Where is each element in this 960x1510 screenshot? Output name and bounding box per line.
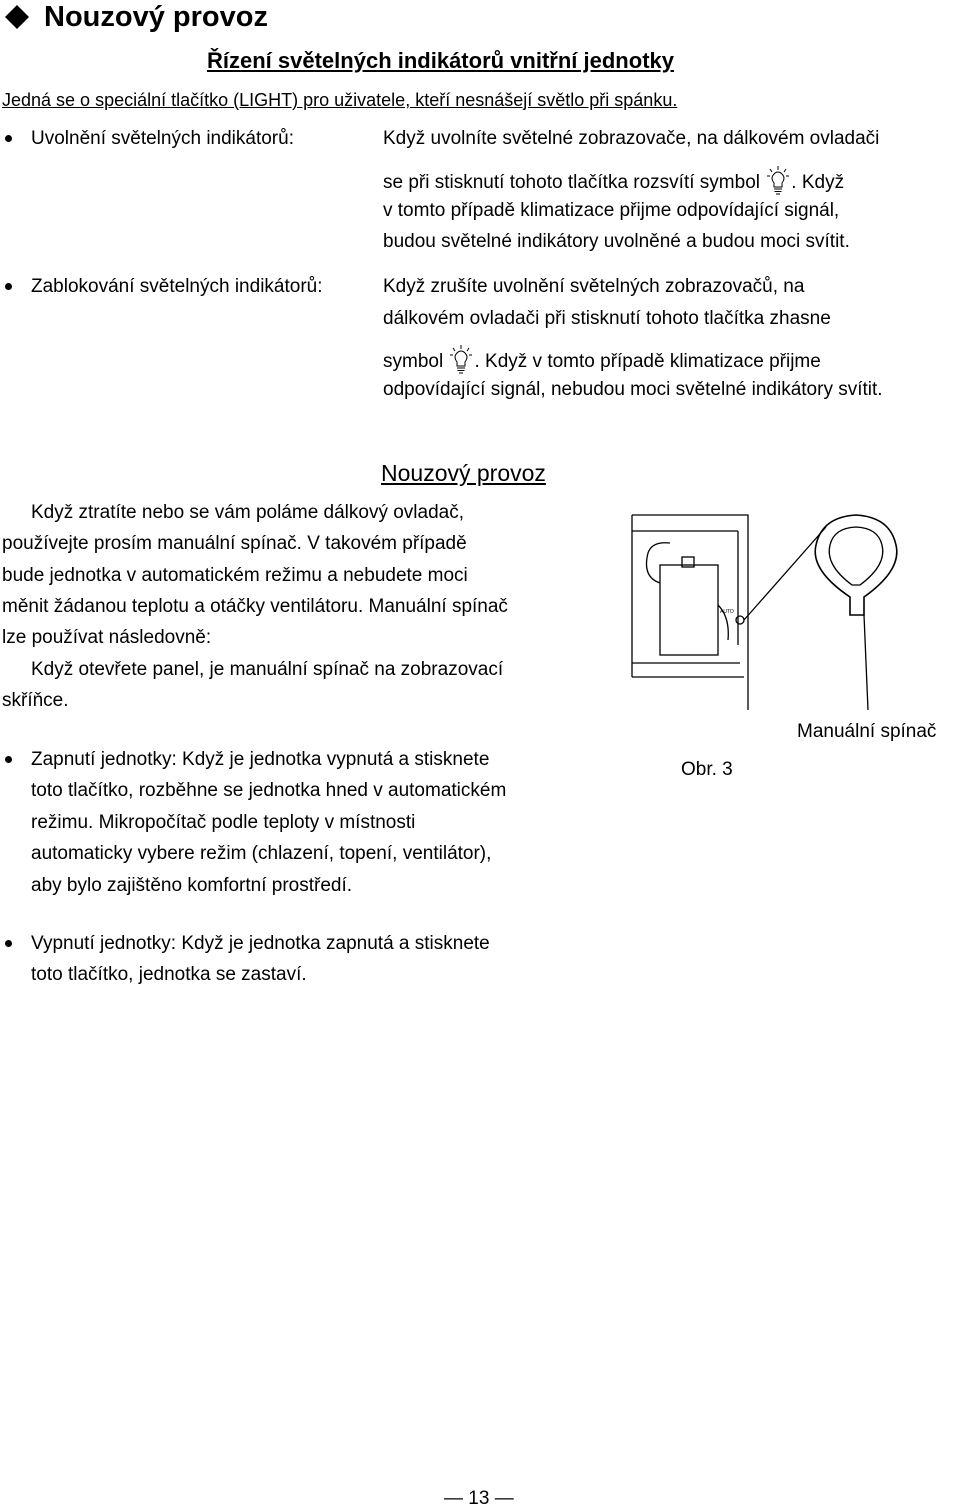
release-line: v tomto případě klimatizace přijme odpovídající signál, bbox=[383, 200, 840, 221]
figure-caption: Obr. 3 bbox=[681, 759, 733, 780]
bullet-dot bbox=[5, 135, 12, 142]
release-line bbox=[383, 166, 844, 196]
power-on-text: režimu. Mikropočítač podle teploty v místnosti bbox=[31, 812, 416, 833]
emergency-text: lze používat následovně: bbox=[2, 627, 212, 648]
manual-switch-figure bbox=[620, 505, 960, 735]
section-subtitle: Řízení světelných indikátorů vnitřní jednotky bbox=[207, 48, 674, 73]
block-text: symbol bbox=[383, 351, 444, 372]
light-intro: Jedná se o speciální tlačítko (LIGHT) pro uživatele, kteří nesnášejí světlo při spánku. bbox=[2, 90, 678, 110]
page-number: — 13 — bbox=[444, 1488, 514, 1509]
emergency-text: Když ztratíte nebo se vám poláme dálkový ovladač, bbox=[31, 502, 465, 523]
block-line: odpovídající signál, nebudou moci světelné indikátory svítit. bbox=[383, 379, 883, 400]
emergency-text: měnit žádanou teplotu a otáčky ventilátoru. Manuální spínač bbox=[2, 596, 508, 617]
emergency-text: bude jednotka v automatickém režimu a nebudete moci bbox=[2, 565, 468, 586]
manual-switch-label: Manuální spínač bbox=[797, 721, 937, 742]
block-text: . Když v tomto případě klimatizace přijme bbox=[474, 351, 821, 372]
emergency-heading: Nouzový provoz bbox=[381, 460, 546, 486]
power-on-text: aby bylo zajištěno komfortní prostředí. bbox=[31, 875, 353, 896]
bullet-dot bbox=[5, 756, 12, 763]
release-line: Když uvolníte světelné zobrazovače, na dálkovém ovladači bbox=[383, 128, 880, 149]
release-line: budou světelné indikátory uvolněné a budou moci svítit. bbox=[383, 231, 850, 252]
power-on-text: Zapnutí jednotky: Když je jednotka vypnutá a stisknete bbox=[31, 749, 490, 770]
bullet-dot bbox=[5, 940, 12, 947]
emergency-text: Když otevřete panel, je manuální spínač na zobrazovací bbox=[31, 659, 504, 680]
emergency-text: používejte prosím manuální spínač. V takovém případě bbox=[2, 533, 467, 554]
block-line bbox=[383, 345, 821, 375]
emergency-text: skříňce. bbox=[2, 690, 69, 711]
block-line: Když zrušíte uvolnění světelných zobrazovačů, na bbox=[383, 276, 805, 297]
bullet-dot bbox=[5, 283, 12, 290]
light-bulb-icon bbox=[767, 166, 789, 196]
power-off-text: toto tlačítko, jednotka se zastaví. bbox=[31, 964, 307, 985]
block-line: dálkovém ovladači při stisknutí tohoto tlačítka zhasne bbox=[383, 308, 831, 329]
page-title: Nouzový provoz bbox=[44, 1, 268, 33]
release-text: se při stisknutí tohoto tlačítka rozsvítí symbol bbox=[383, 172, 760, 193]
light-bulb-icon bbox=[450, 345, 472, 375]
power-on-text: automaticky vybere režim (chlazení, topení, ventilátor), bbox=[31, 843, 492, 864]
release-text: . Když bbox=[791, 172, 845, 193]
diamond-icon bbox=[4, 4, 30, 30]
auto-switch-label: AUTO bbox=[720, 609, 734, 615]
release-label: Uvolnění světelných indikátorů: bbox=[31, 128, 294, 149]
block-label: Zablokování světelných indikátorů: bbox=[31, 276, 323, 297]
power-off-text: Vypnutí jednotky: Když je jednotka zapnutá a stisknete bbox=[31, 933, 490, 954]
power-on-text: toto tlačítko, rozběhne se jednotka hned v automatickém bbox=[31, 780, 507, 801]
